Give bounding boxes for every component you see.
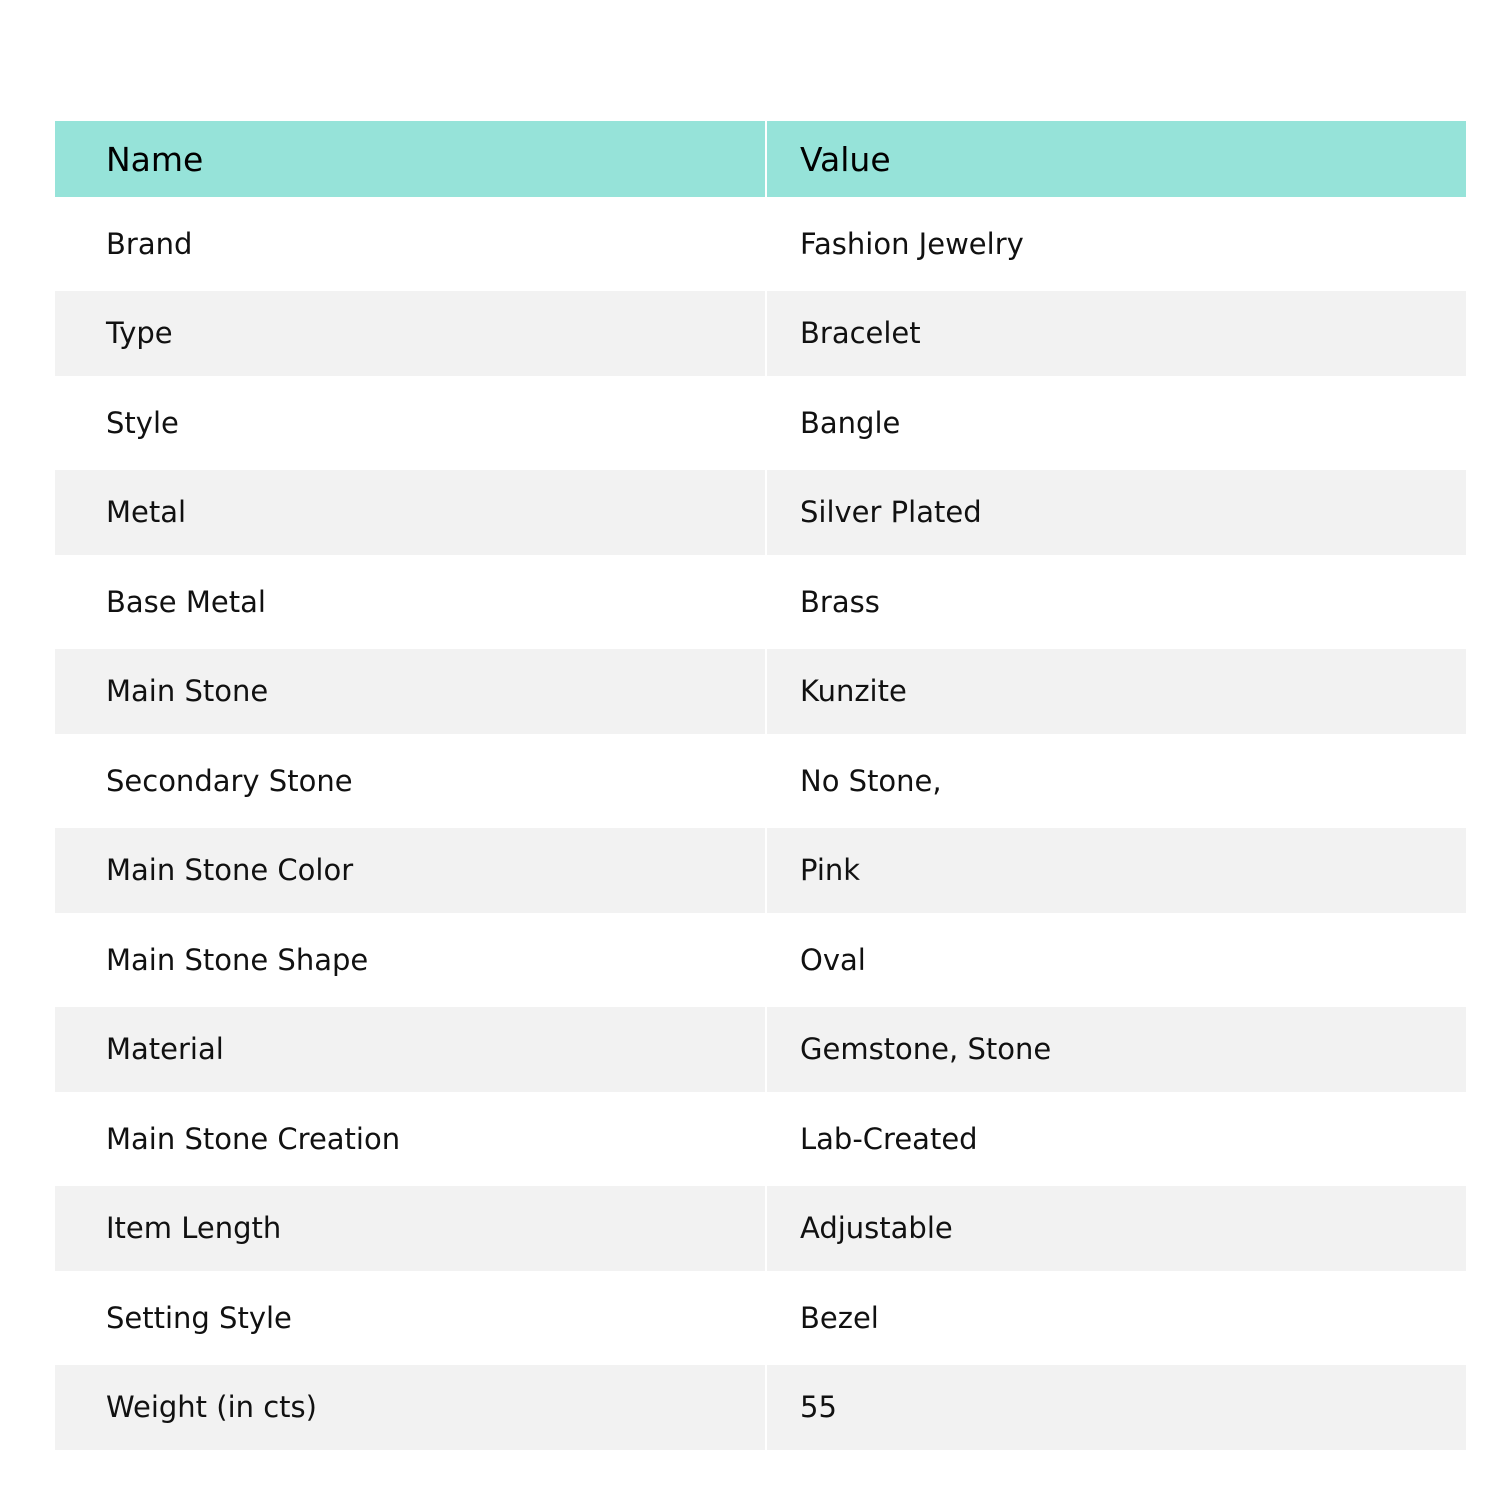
table-row [55, 1271, 1466, 1365]
row-value-cell: Bangle [766, 376, 1466, 470]
spec-table [55, 121, 1466, 1450]
row-value-cell: Gemstone, Stone [766, 1007, 1466, 1092]
row-name-cell: Main Stone [55, 649, 766, 734]
row-value-cell: Bracelet [766, 291, 1466, 376]
row-value-cell: Adjustable [766, 1186, 1466, 1271]
header-value: Value [766, 121, 1466, 197]
row-value-cell: Pink [766, 828, 1466, 913]
row-value-cell: Kunzite [766, 649, 1466, 734]
row-value-cell: Oval [766, 913, 1466, 1007]
row-name-cell: Setting Style [55, 1271, 766, 1365]
table-row [55, 1092, 1466, 1186]
table-row [55, 555, 1466, 649]
table-row [55, 197, 1466, 291]
table-row [55, 1007, 1466, 1092]
table-row [55, 1186, 1466, 1271]
table-header-row [55, 121, 1466, 197]
row-name-cell: Material [55, 1007, 766, 1092]
row-value-cell: Bezel [766, 1271, 1466, 1365]
row-name-cell: Base Metal [55, 555, 766, 649]
row-name-cell: Main Stone Shape [55, 913, 766, 1007]
row-value-cell: Fashion Jewelry [766, 197, 1466, 291]
header-name: Name [55, 121, 766, 197]
table-row [55, 828, 1466, 913]
row-name-cell: Type [55, 291, 766, 376]
table-row [55, 470, 1466, 555]
table-row [55, 649, 1466, 734]
table-row [55, 291, 1466, 376]
row-value-cell: Brass [766, 555, 1466, 649]
row-name-cell: Brand [55, 197, 766, 291]
table-row [55, 734, 1466, 828]
row-name-cell: Main Stone Color [55, 828, 766, 913]
row-name-cell: Weight (in cts) [55, 1365, 766, 1450]
row-name-cell: Metal [55, 470, 766, 555]
row-name-cell: Style [55, 376, 766, 470]
row-value-cell: Lab-Created [766, 1092, 1466, 1186]
table-row [55, 376, 1466, 470]
row-name-cell: Main Stone Creation [55, 1092, 766, 1186]
table-row [55, 913, 1466, 1007]
table-body [55, 197, 1466, 1450]
row-value-cell: No Stone, [766, 734, 1466, 828]
row-name-cell: Item Length [55, 1186, 766, 1271]
row-value-cell: Silver Plated [766, 470, 1466, 555]
table-row [55, 1365, 1466, 1450]
row-value-cell: 55 [766, 1365, 1466, 1450]
row-name-cell: Secondary Stone [55, 734, 766, 828]
